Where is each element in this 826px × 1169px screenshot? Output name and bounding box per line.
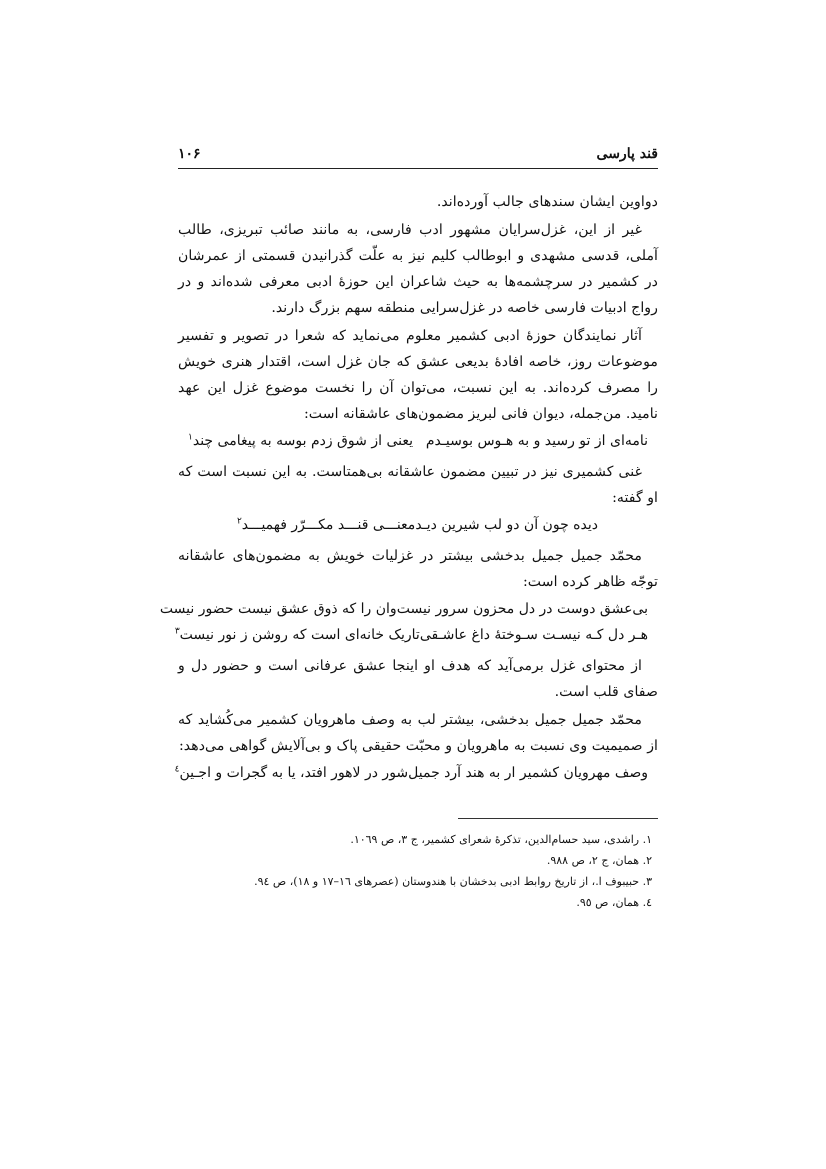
- footnote-4: ٤. همان، ص ٩٥.: [576, 896, 652, 909]
- verse-5: [174, 761, 648, 785]
- verse-4-second-text: تاریک خانه‌ای است که روشن ز نور نیست: [179, 627, 420, 643]
- verse-1-first-hemistich: نامه‌ای از تو رسید و به هـوس بوسیـدم: [425, 433, 648, 449]
- verse-4: [174, 623, 648, 647]
- paragraph-6: از محتوای غزل برمی‌آید که هدف او اینجا عشق عرفانی است و حضور دل و صفای قلب است.: [178, 658, 658, 700]
- footnote-ref-3: ۳: [174, 626, 180, 637]
- paragraph-5: محمّد جمیل جمیل بدخشی بیشتر در غزلیات خویش به مضمون‌های عاشقانه توجّه ظاهر کرده است:: [178, 548, 658, 590]
- verse-4-first-hemistich: هـر دل کـه نیسـت سـوختهٔ داغ عاشـقی: [419, 627, 648, 643]
- footnotes: [178, 818, 658, 913]
- page-content: [159, 142, 658, 791]
- verse-1-second-text: یعنی از شوق زدم بوسه به پیغامی چند: [192, 433, 413, 449]
- main-text: [159, 189, 658, 785]
- verse-2-second-hemistich: [237, 513, 415, 537]
- paragraph-3: آثار نمایندگان حوزهٔ ادبی کشمیر معلوم می‌نماید که شعرا در تصویر و تفسیر موضوعات روز، خاصه افادهٔ بدیعی عشق که جان غزل است، اقتدار هنری خویش را مصرف کرده‌اند. به این نسبت، می‌توان آن را نخست موضوع غزل این عهد نامید. من‌جمله، دیوان فانی لبریز مضمون‌های عاشقانه است:: [178, 328, 658, 422]
- running-title: قند پارسی: [596, 146, 658, 162]
- verse-5-first-hemistich: وصف مهرویان کشمیر ار به هند آرد جمیل: [408, 765, 648, 781]
- page-number: ۱۰۶: [178, 146, 201, 162]
- verse-2-second-text: معنـــی قنـــد مکـــرّر فهمیـــد: [241, 517, 416, 533]
- verse-3: [159, 597, 648, 621]
- verse-5-second-text: شور در لاهور افتد، یا به گجرات و اجـین: [179, 765, 409, 781]
- footnote-ref-1: ۱: [188, 432, 193, 443]
- verse-3-first-hemistich: بی‌عشق دوست در دل محزون سرور نیست: [396, 601, 648, 617]
- footnote-2: ۲. همان، ج ۲، ص ۹۸۸.: [546, 854, 652, 867]
- verse-5-second-hemistich: [175, 761, 409, 785]
- verse-1: [188, 429, 648, 453]
- verse-4-second-hemistich: [175, 623, 420, 647]
- footnote-divider: [458, 818, 658, 819]
- paragraph-1: دواوین ایشان سندهای جالب آورده‌اند.: [436, 194, 658, 210]
- running-header: [178, 142, 658, 169]
- footnote-1: ۱. راشدی، سید حسام‌الدین، تذکرهٔ شعرای کشمیر، ج ۳، ص ۱۰٦۹.: [350, 833, 652, 846]
- verse-3-second-hemistich: وان را که ذوق عشق نیست حضور نیست: [159, 601, 397, 617]
- verse-1-second-hemistich: [188, 429, 413, 453]
- paragraph-2: غیر از این، غزل‌سرایان مشهور ادب فارسی، به مانند صائب تبریزی، طالب آملی، قدسی مشهدی و ابوطالب کلیم نیز به علّت گذرانیدن قسمتی از عمرشان در کشمیر در سرچشمه‌ها به حیث شاعران این حوزهٔ ادبی معرفی شده‌اند و در رواج ادبیات فارسی خاصه در غزل‌سرایی منطقه سهم بزرگ دارند.: [178, 222, 658, 316]
- paragraph-7: محمّد جمیل جمیل بدخشی، بیشتر لب به وصف ماهرویان کشمیر می‌کُشاید که از صمیمیت وی نسبت به ماهرویان و محبّت حقیقی پاک و بی‌آلایش گواهی می‌دهد:: [178, 712, 658, 754]
- paragraph-4: غنی کشمیری نیز در تبیین مضمون عاشقانه بی‌همتاست. به این نسبت است که او گفته:: [178, 464, 658, 506]
- footnote-ref-4: ٤: [174, 764, 180, 775]
- footnote-3: ۳. حبیبوف ا.، از تاریخ روابط ادبی بدخشان با هندوستان (عصرهای ۱٦–۱۷ و ۱۸)، ص ٩٤.: [254, 875, 652, 888]
- verse-2-first-hemistich: دیده چون آن دو لب شیرین دیـد: [415, 517, 598, 533]
- footnote-ref-2: ۲: [236, 516, 242, 527]
- verse-2: [238, 513, 598, 537]
